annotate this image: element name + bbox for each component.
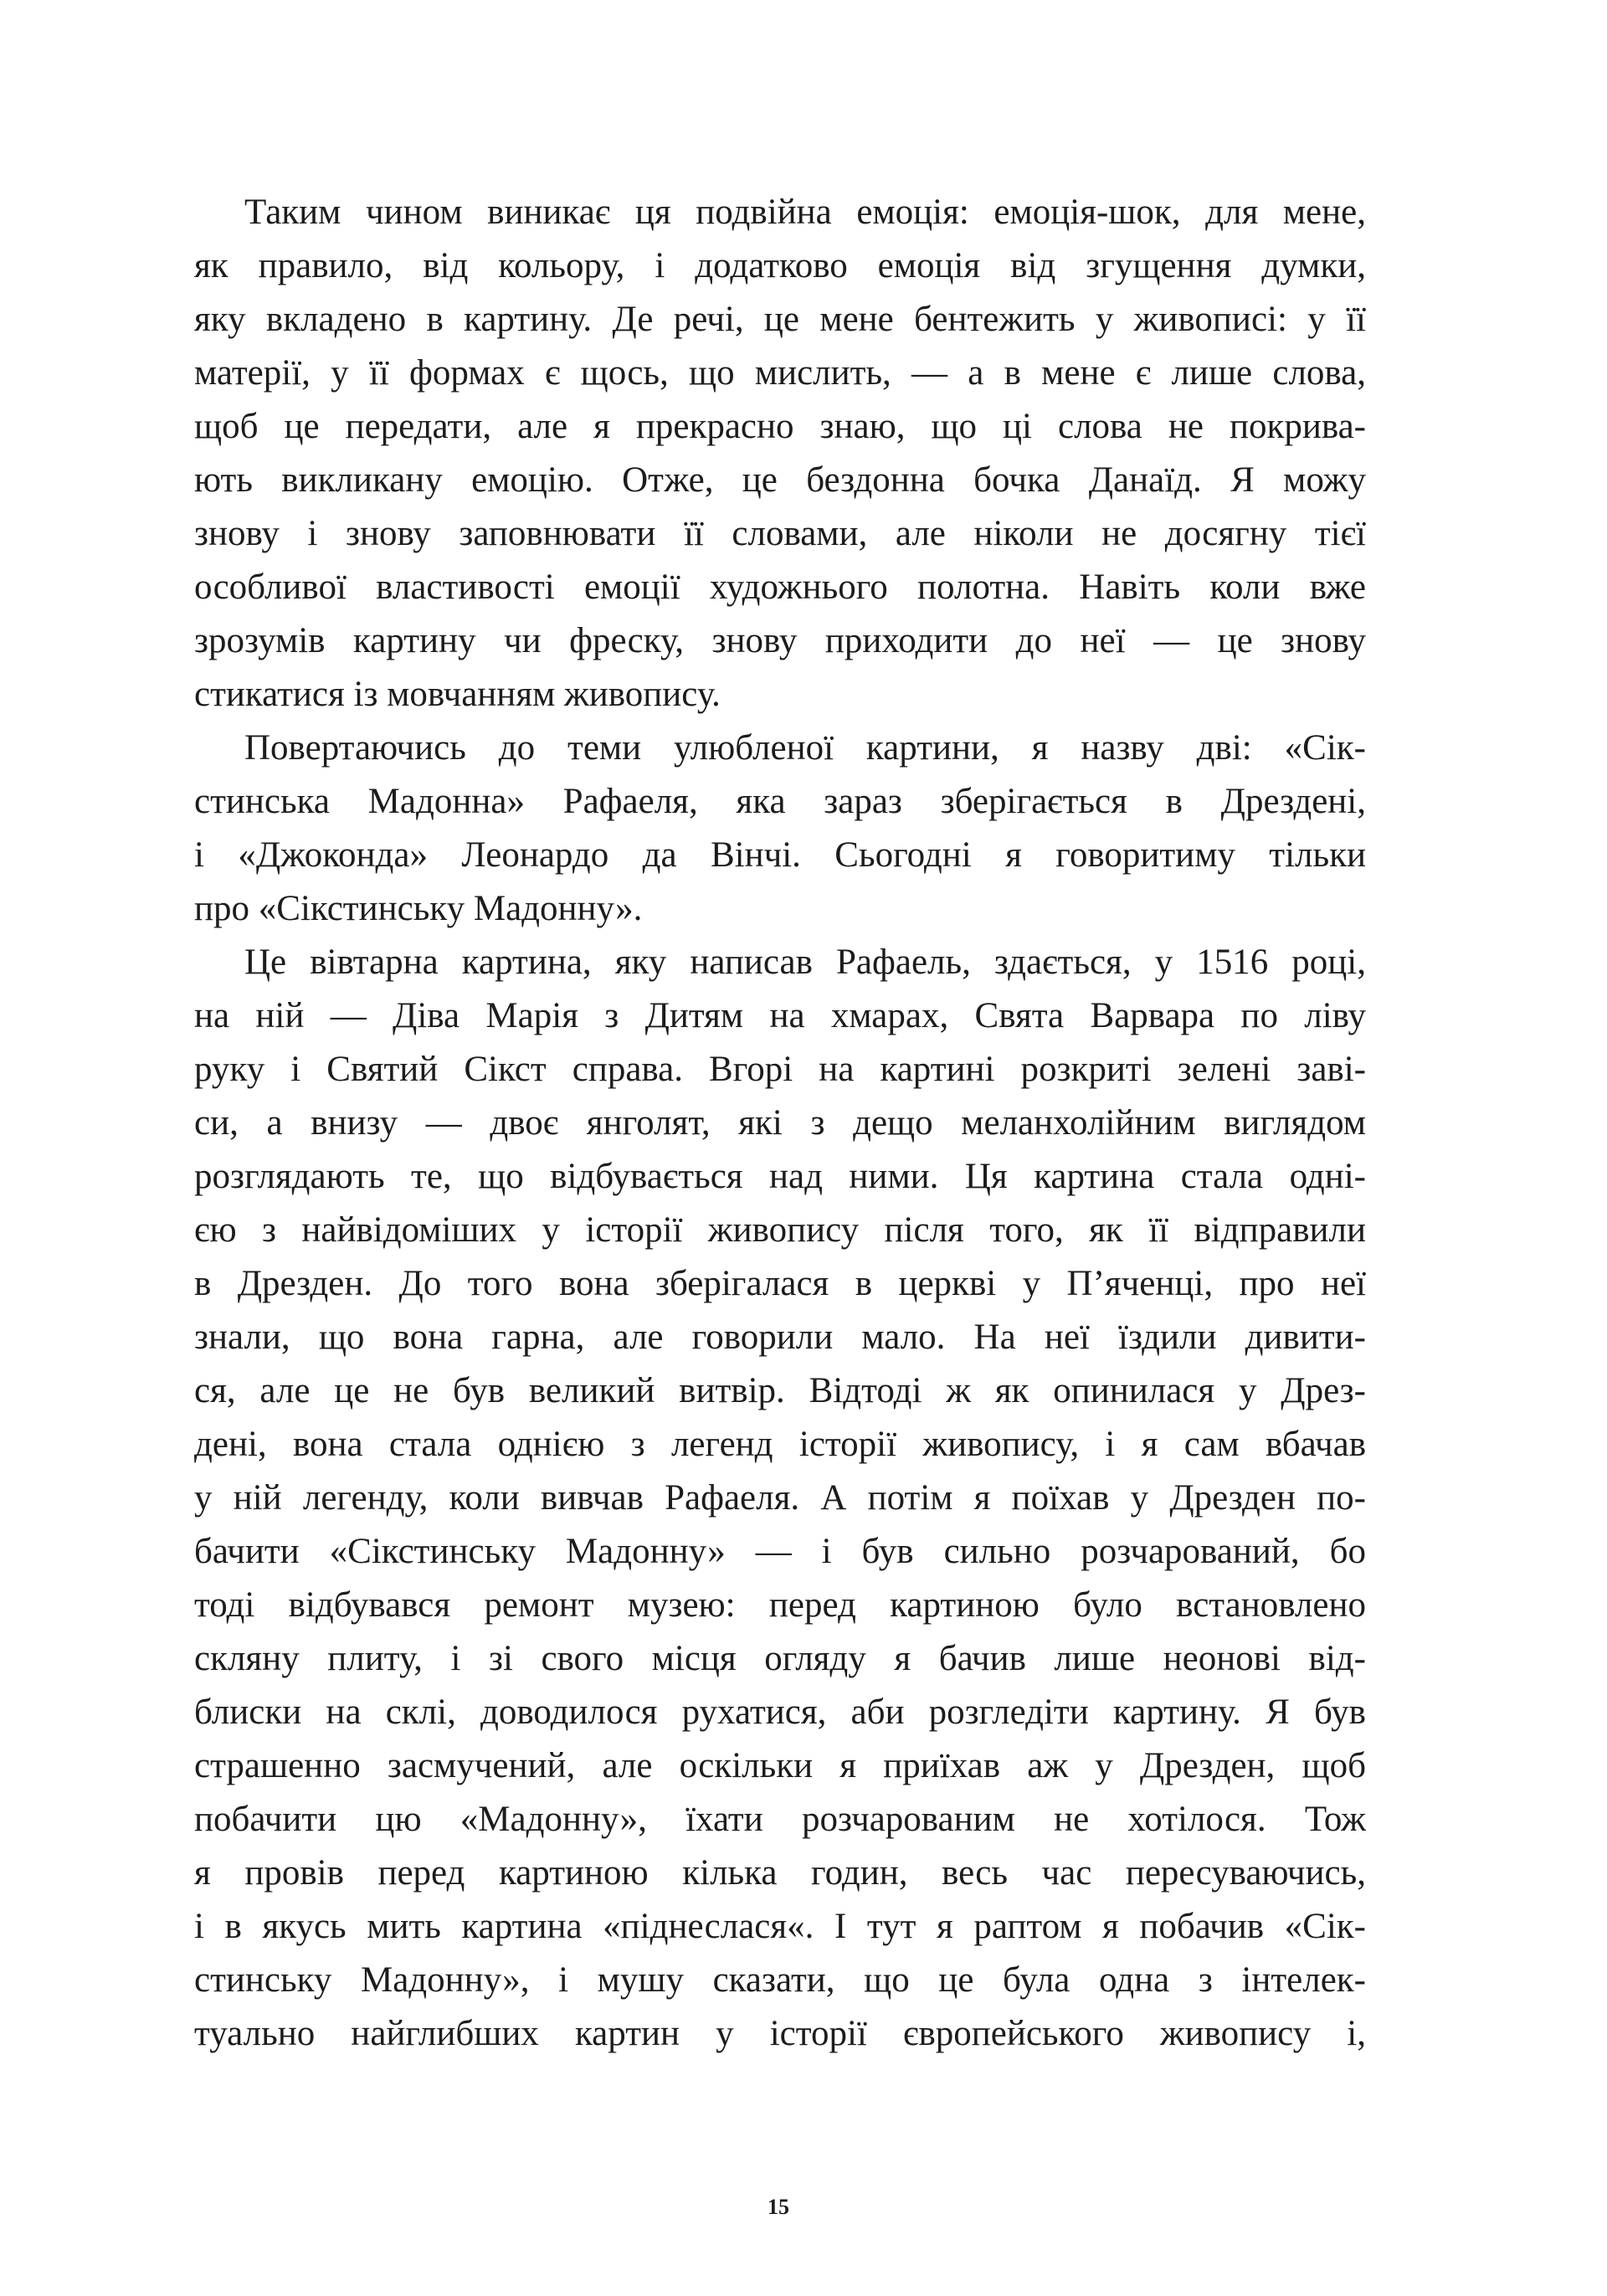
- paragraph-3-line-7: в Дрезден. До того вона зберігалася в церкві у П’яченці, про неї: [194, 1264, 1366, 1303]
- paragraph-3-line-15: блиски на склі, доводилося рухатися, аби розгледіти картину. Я був: [194, 1692, 1366, 1732]
- paragraph-3-line-1: Це вівтарна картина, яку написав Рафаель, здається, у 1516 році,: [244, 943, 1366, 982]
- paragraph-3-line-2: на ній — Діва Марія з Дитям на хмарах, Свята Варвара по ліву: [194, 996, 1366, 1035]
- paragraph-3-line-6: єю з найвідоміших у історії живопису після того, як її відправили: [194, 1210, 1366, 1250]
- paragraph-3-line-12: бачити «Сікстинську Мадонну» — і був сильно розчарований, бо: [194, 1532, 1366, 1571]
- paragraph-1-line-5: щоб це передати, але я прекрасно знаю, що ці слова не покрива-: [194, 407, 1366, 446]
- paragraph-2-line-4: про «Сікстинську Мадонну».: [194, 889, 643, 928]
- paragraph-1-line-10: стикатися із мовчанням живопису.: [194, 675, 721, 714]
- paragraph-1-line-6: ють викликану емоцію. Отже, це бездонна бочка Данаїд. Я можу: [194, 460, 1366, 500]
- paragraph-3-line-8: знали, що вона гарна, але говорили мало. На неї їздили дивити-: [194, 1318, 1366, 1357]
- paragraph-1-line-1: Таким чином виникає ця подвійна емоція: емоція-шок, для мене,: [244, 193, 1366, 232]
- body-text: [194, 186, 1366, 2061]
- paragraph-3-line-18: я провів перед картиною кілька годин, весь час пересуваючись,: [194, 1853, 1366, 1893]
- paragraph-1-line-7: знову і знову заповнювати її словами, але ніколи не досягну тієї: [194, 514, 1366, 553]
- paragraph-3-line-9: ся, але це не був великий витвір. Відтоді ж як опинилася у Дрез-: [194, 1371, 1366, 1410]
- page-number: 15: [768, 2195, 789, 2219]
- paragraph-3-line-5: розглядають те, що відбувається над ними. Ця картина стала одні-: [194, 1157, 1366, 1196]
- paragraph-2-line-1: Повертаючись до теми улюбленої картини, я назву дві: «Сік-: [244, 728, 1366, 768]
- paragraph-3-line-11: у ній легенду, коли вивчав Рафаеля. А потім я поїхав у Дрезден по-: [194, 1478, 1366, 1518]
- paragraph-3-line-13: тоді відбувався ремонт музею: перед картиною було встановлено: [194, 1585, 1366, 1625]
- paragraph-3-line-14: скляну плиту, і зі свого місця огляду я бачив лише неонові від-: [194, 1639, 1366, 1678]
- paragraph-2-line-2: стинська Мадонна» Рафаеля, яка зараз зберігається в Дрездені,: [194, 782, 1366, 821]
- paragraph-3-line-17: побачити цю «Мадонну», їхати розчарованим не хотілося. Тож: [194, 1800, 1366, 1839]
- paragraph-1-line-9: зрозумів картину чи фреску, знову приходити до неї — це знову: [194, 621, 1366, 660]
- paragraph-3-line-21: туально найглибших картин у історії європейського живопису і,: [194, 2014, 1366, 2053]
- paragraph-3-line-3: руку і Святий Сікст справа. Вгорі на картині розкриті зелені заві-: [194, 1050, 1366, 1089]
- paragraph-2-line-3: і «Джоконда» Леонардо да Вінчі. Сьогодні я говоритиму тільки: [194, 835, 1366, 875]
- paragraph-1-line-8: особливої властивості емоції художнього полотна. Навіть коли вже: [194, 568, 1366, 607]
- paragraph-3-line-20: стинську Мадонну», і мушу сказати, що це була одна з інтелек-: [194, 1960, 1366, 2000]
- paragraph-3-line-4: си, а внизу — двоє янголят, які з дещо меланхолійним виглядом: [194, 1103, 1366, 1143]
- paragraph-1-line-3: яку вкладено в картину. Де речі, це мене бентежить у живописі: у її: [194, 300, 1366, 339]
- paragraph-3-line-16: страшенно засмучений, але оскільки я приїхав аж у Дрезден, щоб: [194, 1746, 1366, 1785]
- paragraph-1-line-4: матерії, у її формах є щось, що мислить, — а в мене є лише слова,: [194, 353, 1366, 393]
- paragraph-3-line-19: і в якусь мить картина «піднеслася«. І тут я раптом я побачив «Сік-: [194, 1907, 1366, 1946]
- paragraph-3-line-10: дені, вона стала однією з легенд історії живопису, і я сам вбачав: [194, 1425, 1366, 1464]
- paragraph-1-line-2: як правило, від кольору, і додатково емоція від згущення думки,: [194, 246, 1366, 285]
